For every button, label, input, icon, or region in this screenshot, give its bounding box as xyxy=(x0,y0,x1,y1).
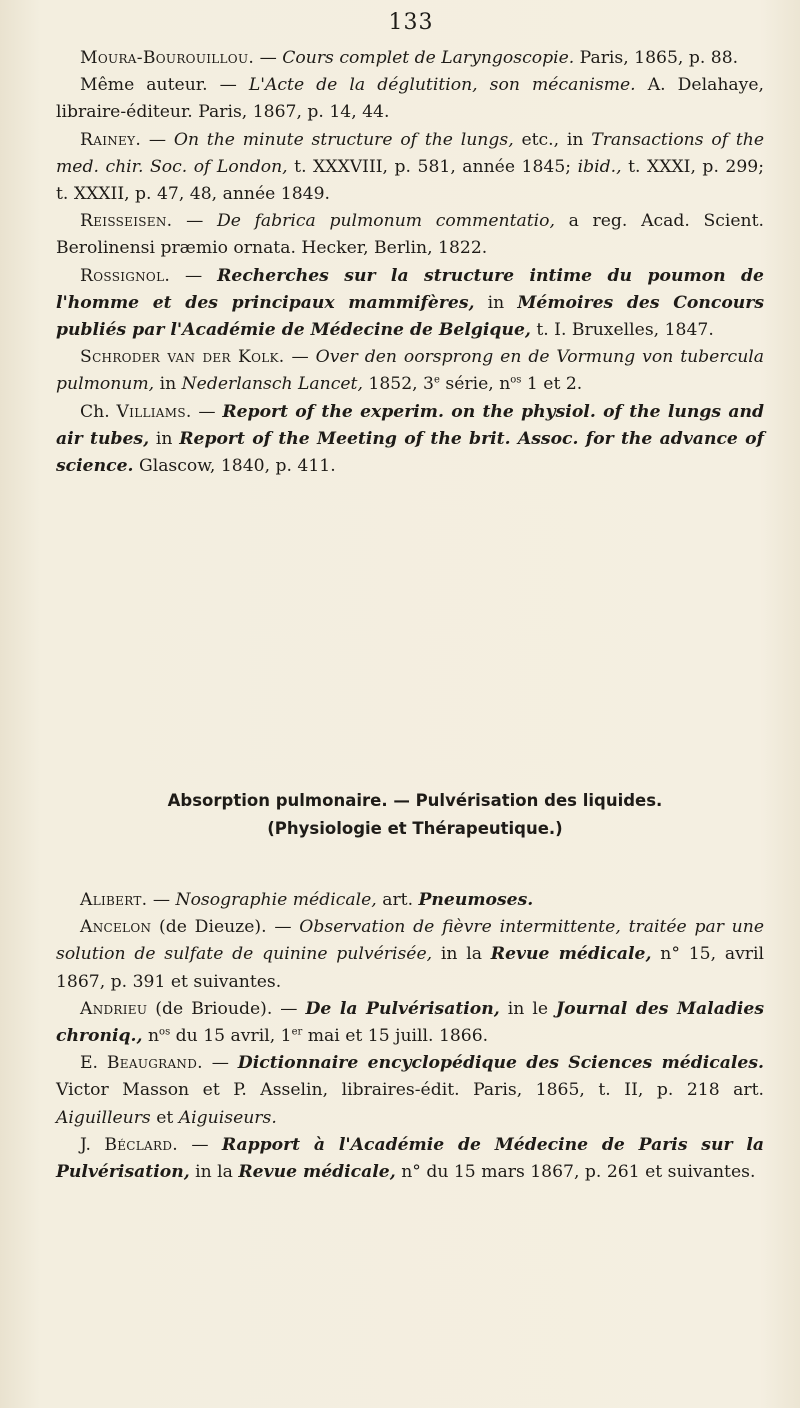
entry-title: Over den oorsprong en de Vormung von tubercula pulmonum, xyxy=(56,347,765,395)
bibliography-entry: Andrieu (de Brioude). — De la Pulvérisation, in le Journal des Maladies chroniq., $n^{os}$ du 15 avril, 1er mai et 15 juill. 1866. xyxy=(56,998,764,1047)
bibliography-list xyxy=(56,887,764,1186)
entry-author: Villiams. xyxy=(116,401,192,422)
bibliography-entry: Même auteur. — L'Acte de la déglutition, son mécanisme. A. Delahaye, libraire-éditeur. Paris, 1867, p. 14, 44. xyxy=(56,75,764,123)
entry-author: Rossignol. xyxy=(80,265,171,286)
entry-title: Rapport à l'Académie de Médecine de Paris sur la Pulvérisation, xyxy=(56,1134,765,1183)
page-number: 133 xyxy=(388,10,434,35)
bibliography-entry: Alibert. — Nosographie médicale, art. Pneumoses. xyxy=(80,890,534,910)
entry-author: Moura-Bourouillou. xyxy=(80,48,255,68)
entry-author: Ancelon xyxy=(80,917,152,938)
entry-author: Schroder van der Kolk. xyxy=(80,347,285,368)
entry-title: De fabrica pulmonum commentatio, xyxy=(216,211,555,232)
entry-title: On the minute structure of the lungs, xyxy=(173,129,514,150)
section-heading xyxy=(0,787,800,843)
entry-author: Andrieu xyxy=(80,998,148,1019)
entry-title: L'Acte de la déglutition, son mécanisme. xyxy=(248,75,636,96)
bibliography-entry: Rossignol. — Recherches sur la structure intime du poumon de l'homme et des principaux mammifères, in Mémoires des Concours publiés par l'Académie de Médecine de Belgique, t. I. Bruxelles, 1847. xyxy=(56,265,765,341)
entry-title: Observation de fièvre intermittente, traitée par une solution de sulfate de quinine pulvérisée, xyxy=(56,917,764,965)
entry-title: Report of the experim. on the physiol. of the lungs and air tubes, xyxy=(56,401,764,449)
entry-title: Cours complet de Laryngoscopie. xyxy=(282,48,575,68)
bibliography-entry: Rainey. — On the minute structure of the lungs, etc., in Transactions of the med. chir. Soc. of London, t. XXXVIII, p. 581, année 1845; ibid., t. XXXI, p. 299; t. XXXII, p. 47, 48, année 1849. xyxy=(56,129,765,205)
entry-author: Béclard. xyxy=(104,1134,179,1155)
bibliography-entry: Schroder van der Kolk. — Over den oorsprong en de Vormung von tubercula pulmonum, in Nederlansch Lancet, 1852, 3e série, $n^{os}$ 1 et 2. xyxy=(56,347,765,395)
bibliography-entry: Ch. Villiams. — Report of the experim. on the physiol. of the lungs and air tubes, in Report of the Meeting of the brit. Assoc. for the advance of science. Glascow, 1840, p. 411. xyxy=(56,401,764,477)
bibliography-entry: Reisseisen. — De fabrica pulmonum commentatio, a reg. Acad. Scient. Berolinensi præmio ornata. Hecker, Berlin, 1822. xyxy=(56,211,764,259)
bibliography-entry: J. Béclard. — Rapport à l'Académie de Médecine de Paris sur la Pulvérisation, in la Revue médicale, n° du 15 mars 1867, p. 261 et suivantes. xyxy=(56,1134,765,1183)
entry-title: Dictionnaire encyclopédique des Sciences médicales. xyxy=(237,1053,764,1074)
entry-author: Même auteur. xyxy=(80,75,208,96)
bibliography-entry: Moura-Bourouillou. — Cours complet de Laryngoscopie. Paris, 1865, p. 88. xyxy=(80,48,739,68)
entry-title: Nosographie médicale, xyxy=(175,890,377,910)
entry-title: De la Pulvérisation, xyxy=(305,998,500,1019)
entry-author: Rainey. xyxy=(80,129,142,150)
section-heading-subtitle: (Physiologie et Thérapeutique.) xyxy=(267,819,563,838)
entry-title: Recherches sur la structure intime du poumon de l'homme et des principaux mammifères, xyxy=(56,265,764,313)
entry-author: Reisseisen. xyxy=(80,211,173,232)
bibliography-list xyxy=(56,45,764,480)
bibliography-entry: E. Beaugrand. — Dictionnaire encyclopédique des Sciences médicales. Victor Masson et P. Asselin, libraires-édit. Paris, 1865, t. II, p. 218 art. Aiguilleurs et Aiguiseurs. xyxy=(56,1053,764,1128)
entry-author: Alibert. xyxy=(80,890,148,910)
entry-author: Beaugrand. xyxy=(106,1053,203,1074)
bibliography-entry: Ancelon (de Dieuze). — Observation de fièvre intermittente, traitée par une solution de sulfate de quinine pulvérisée, in la Revue médicale, n° 15, avril 1867, p. 391 et suivantes. xyxy=(56,917,765,992)
section-heading-title: Absorption pulmonaire. — Pulvérisation des liquides. xyxy=(167,791,663,810)
